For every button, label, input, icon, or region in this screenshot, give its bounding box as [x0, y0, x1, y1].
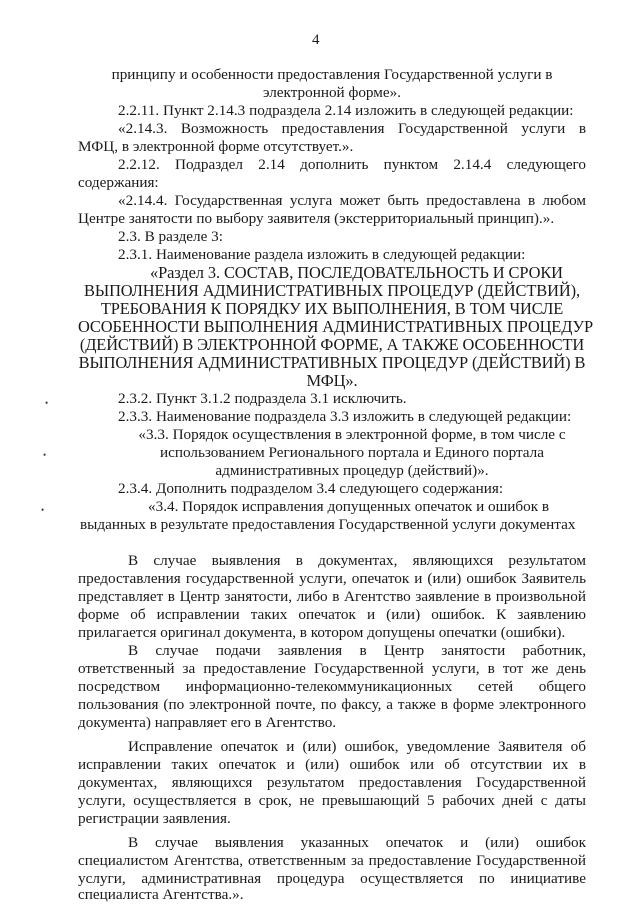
text-line: исправлении таких опечаток и (или) ошибок или об отсутствии их в	[78, 756, 586, 773]
text-line: «2.14.4. Государственная услуга может быть предоставлена в любом	[118, 192, 586, 209]
text-line: 2.3. В разделе 3:	[118, 228, 223, 245]
text-line: Центре занятости по выбору заявителя (экстерриториальный принцип).».	[78, 210, 555, 227]
text-line: пользования (по электронной почте, по факсу, а также в форме электронного	[78, 696, 586, 713]
text-line: специалистом Агентства, ответственным за предоставление Государственной	[78, 852, 586, 869]
section-heading-line: ВЫПОЛНЕНИЯ АДМИНИСТРАТИВНЫХ ПРОЦЕДУР (ДЕЙСТВИЙ) В	[78, 353, 586, 372]
section-heading-line: «Раздел 3. СОСТАВ, ПОСЛЕДОВАТЕЛЬНОСТЬ И СРОКИ	[150, 263, 563, 282]
text-line: 2.2.12. Подраздел 2.14 дополнить пунктом 2.14.4 следующего	[118, 156, 586, 173]
text-line: документа) направляет его в Агентство.	[78, 714, 337, 731]
text-line: использованием Регионального портала и Единого портала	[159, 444, 544, 461]
margin-mark: •	[45, 398, 49, 408]
text-line: В случае подачи заявления в Центр занятости работник,	[128, 642, 586, 659]
section-heading-line: ОСОБЕННОСТИ ВЫПОЛНЕНИЯ АДМИНИСТРАТИВНЫХ ПРОЦЕДУР	[78, 317, 594, 336]
text-line: «3.4. Порядок исправления допущенных опечаток и ошибок в	[148, 498, 550, 515]
section-heading-line: ВЫПОЛНЕНИЯ АДМИНИСТРАТИВНЫХ ПРОЦЕДУР (ДЕЙСТВИЙ),	[84, 281, 580, 300]
text-line: 2.3.3. Наименование подраздела 3.3 изложить в следующей редакции:	[118, 408, 572, 425]
text-line: 2.3.2. Пункт 3.1.2 подраздела 3.1 исключить.	[118, 390, 407, 407]
text-line: «3.3. Порядок осуществления в электронной форме, в том числе с	[138, 426, 566, 443]
text-line: «2.14.3. Возможность предоставления Государственной услуги в	[118, 120, 586, 137]
text-line: предоставления государственной услуги, опечаток и (или) ошибок Заявитель	[78, 570, 586, 587]
text-line: ответственный за предоставление Государственной услуги, в тот же день	[78, 660, 586, 677]
text-line: услуги, административная процедура осуществляется по инициативе	[78, 870, 586, 887]
text-line: электронной форме».	[262, 84, 402, 101]
text-line: 2.3.1. Наименование раздела изложить в следующей редакции:	[118, 246, 526, 263]
text-line: посредством информационно-телекоммуникационных сетей общего	[78, 678, 586, 695]
text-line: административных процедур (действий)».	[215, 462, 489, 479]
text-line: документах, являющихся результатом предоставления Государственной	[78, 774, 586, 791]
text-line: регистрации заявления.	[78, 810, 231, 827]
text-line: специалиста Агентства.».	[78, 886, 244, 903]
text-line: выданных в результате предоставления Государственной услуги документах	[80, 516, 576, 533]
text-line: МФЦ, в электронной форме отсутствует.».	[78, 138, 354, 155]
section-heading-line: (ДЕЙСТВИЙ) В ЭЛЕКТРОННОЙ ФОРМЕ, А ТАКЖЕ ОСОБЕННОСТИ	[79, 335, 585, 354]
section-heading-line: МФЦ».	[306, 371, 358, 390]
text-line: В случае выявления в документах, являющихся результатом	[128, 552, 586, 569]
text-line: услуги, осуществляется в срок, не превышающий 5 рабочих дней с даты	[78, 792, 586, 809]
page-number: 4	[312, 32, 320, 48]
text-line: прилагается оригинал документа, в котором допущены опечатки (ошибки).	[78, 624, 566, 641]
section-heading-line: ТРЕБОВАНИЯ К ПОРЯДКУ ИХ ВЫПОЛНЕНИЯ, В ТОМ ЧИСЛЕ	[100, 299, 564, 318]
margin-mark: •	[43, 450, 47, 460]
margin-mark: •	[41, 505, 45, 515]
text-line: принципу и особенности предоставления Государственной услуги в	[111, 66, 553, 83]
text-line: 2.2.11. Пункт 2.14.3 подраздела 2.14 изложить в следующей редакции:	[118, 102, 574, 119]
text-line: представляет в Центр занятости, либо в Агентство заявление в произвольной	[78, 588, 586, 605]
text-line: Исправление опечаток и (или) ошибок, уведомление Заявителя об	[128, 738, 586, 755]
text-line: форме об исправлении таких опечаток и (или) ошибок. К заявлению	[78, 606, 586, 623]
text-line: В случае выявления указанных опечаток и (или) ошибок	[128, 834, 586, 851]
text-line: содержания:	[78, 174, 159, 191]
text-line: 2.3.4. Дополнить подразделом 3.4 следующего содержания:	[118, 480, 504, 497]
